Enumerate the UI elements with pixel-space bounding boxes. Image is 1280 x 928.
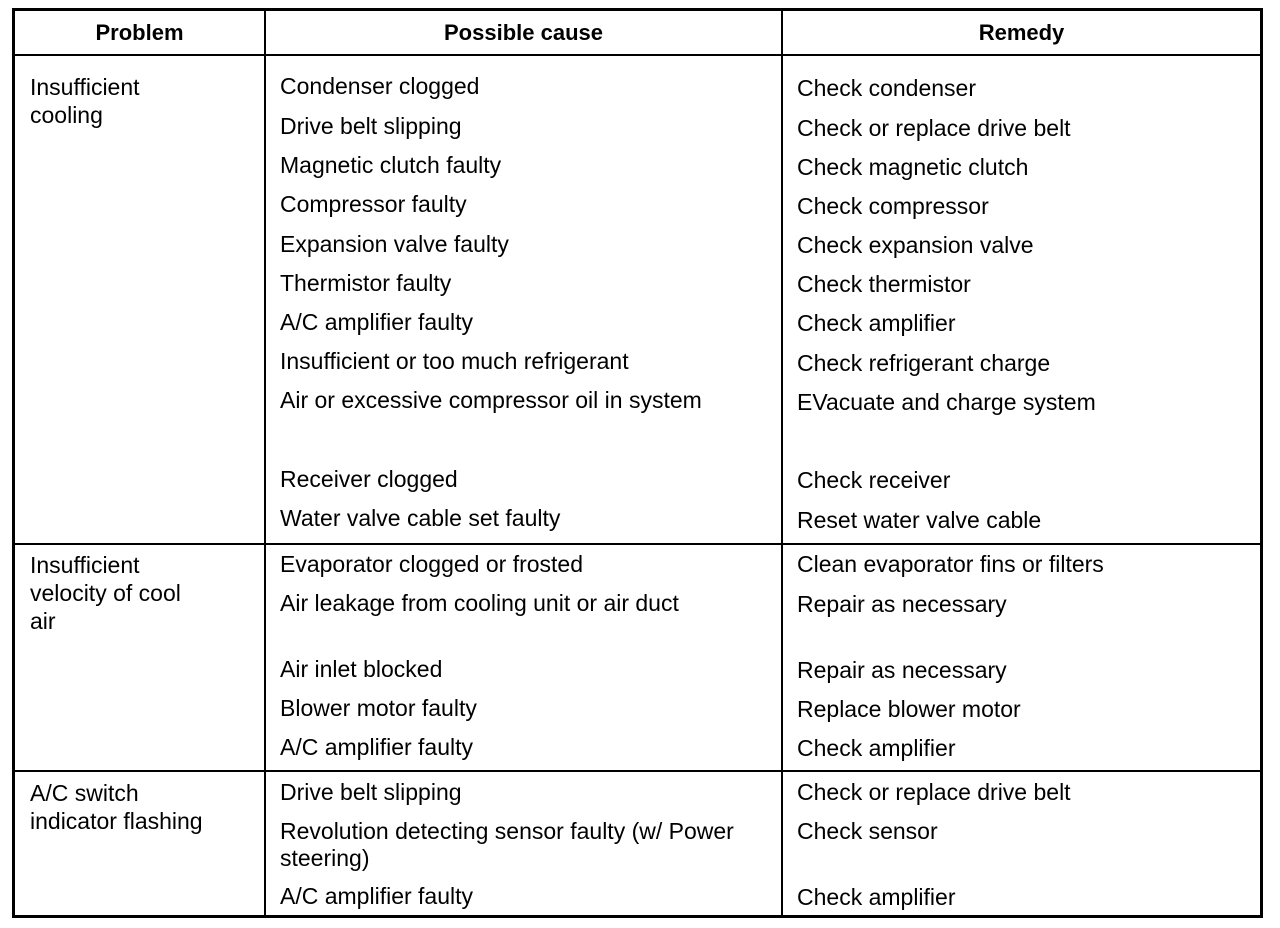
column-divider	[781, 11, 783, 915]
problem-insufficient-cooling: Insufficient cooling	[30, 74, 140, 128]
remedy-cell: EVacuate and charge system	[797, 389, 1096, 415]
cause-cell: A/C amplifier faulty	[280, 883, 474, 909]
cause-cell: Water valve cable set faulty	[280, 505, 561, 531]
troubleshooting-table	[12, 8, 1263, 918]
cause-cell: Blower motor faulty	[280, 695, 477, 721]
problem-ac-switch-indicator-flashing: A/C switch indicator flashing	[30, 780, 203, 834]
remedy-cell: Reset water valve cable	[797, 507, 1042, 533]
remedy-cell: Repair as necessary	[797, 591, 1007, 617]
remedy-cell: Clean evaporator fins or filters	[797, 551, 1104, 577]
remedy-cell: Check or replace drive belt	[797, 779, 1071, 805]
cause-cell: Compressor faulty	[280, 191, 467, 217]
remedy-cell: Check amplifier	[797, 735, 956, 761]
cause-cell: Evaporator clogged or frosted	[280, 551, 584, 577]
cause-cell: Air or excessive compressor oil in system	[280, 387, 702, 413]
column-divider	[264, 11, 266, 915]
remedy-cell: Replace blower motor	[797, 696, 1021, 722]
remedy-cell: Check condenser	[797, 75, 976, 101]
group-divider	[15, 543, 1260, 545]
cause-cell: A/C amplifier faulty	[280, 734, 474, 760]
remedy-cell: Check compressor	[797, 193, 989, 219]
header-remedy: Remedy	[978, 19, 1065, 45]
cause-cell: Expansion valve faulty	[280, 231, 509, 257]
cause-cell: Drive belt slipping	[280, 779, 462, 805]
cause-cell: Magnetic clutch faulty	[280, 152, 502, 178]
remedy-cell: Check thermistor	[797, 271, 971, 297]
header-divider	[15, 54, 1260, 56]
remedy-cell: Check or replace drive belt	[797, 115, 1071, 141]
remedy-cell: Repair as necessary	[797, 657, 1007, 683]
cause-cell: Condenser clogged	[280, 73, 480, 99]
remedy-cell: Check expansion valve	[797, 232, 1034, 258]
remedy-cell: Check receiver	[797, 467, 951, 493]
remedy-cell: Check amplifier	[797, 884, 956, 910]
cause-cell: Air leakage from cooling unit or air duct	[280, 590, 679, 616]
group-divider	[15, 770, 1260, 772]
cause-cell: Insufficient or too much refrigerant	[280, 348, 629, 374]
remedy-cell: Check amplifier	[797, 310, 956, 336]
cause-cell: Thermistor faulty	[280, 270, 452, 296]
problem-insufficient-velocity: Insufficient velocity of cool air	[30, 552, 181, 634]
header-problem: Problem	[95, 19, 184, 45]
cause-cell: A/C amplifier faulty	[280, 309, 474, 335]
cause-cell: Air inlet blocked	[280, 656, 443, 682]
remedy-cell: Check magnetic clutch	[797, 154, 1029, 180]
cause-cell: Drive belt slipping	[280, 113, 462, 139]
header-possible-cause: Possible cause	[444, 19, 603, 45]
remedy-cell: Check sensor	[797, 818, 938, 844]
cause-cell: Receiver clogged	[280, 466, 458, 492]
remedy-cell: Check refrigerant charge	[797, 350, 1051, 376]
cause-cell: Revolution detecting sensor faulty (w/ Power steering)	[280, 818, 734, 871]
